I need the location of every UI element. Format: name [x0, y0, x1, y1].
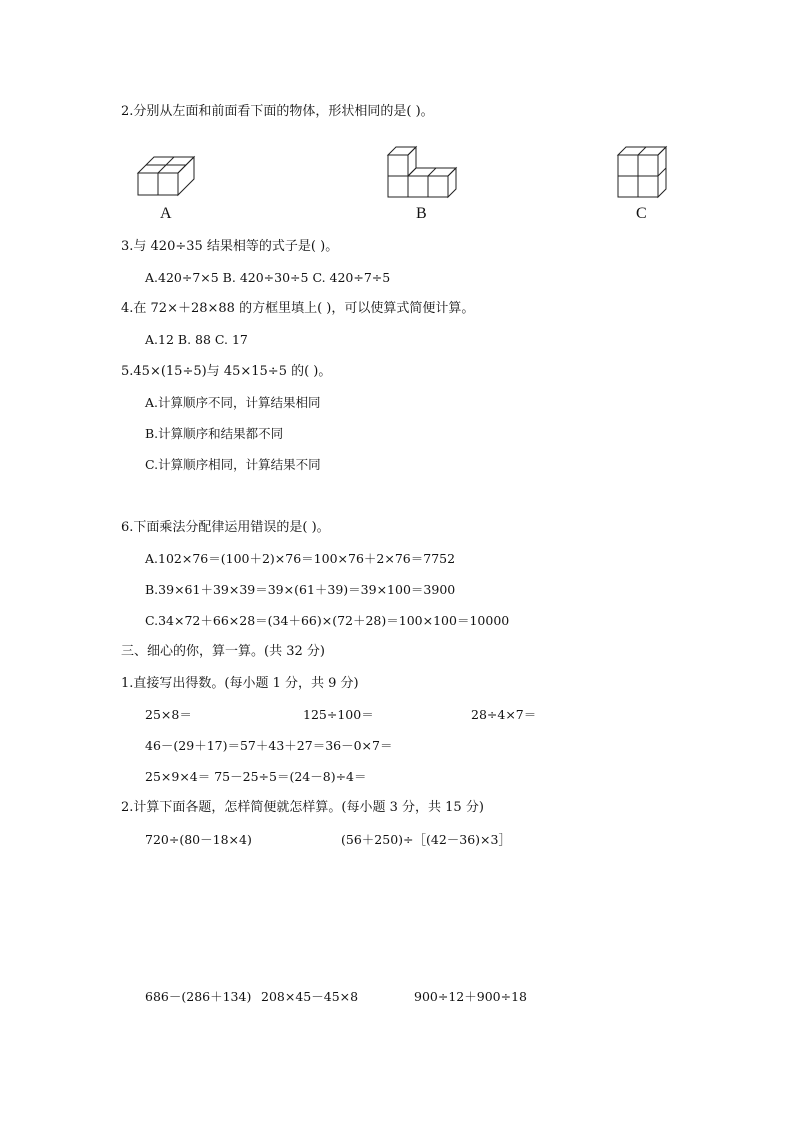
q5-option-b: B.计算顺序和结果都不同	[145, 426, 284, 441]
s3-p1-row3: 25×9×4＝ 75－25÷5＝(24－8)÷4＝	[145, 769, 367, 784]
q5-option-a: A.计算顺序不同，计算结果相同	[145, 395, 321, 410]
figure-c	[616, 145, 668, 199]
q5-stem: 5.45×(15÷5)与 45×15÷5 的( )。	[121, 364, 332, 379]
figure-b	[386, 145, 460, 199]
q3-options: A.420÷7×5 B. 420÷30÷5 C. 420÷7÷5	[145, 270, 391, 285]
s3-p2-stem: 2.计算下面各题，怎样简便就怎样算。(每小题 3 分，共 15 分)	[121, 800, 484, 815]
s3-p2-r2-c2: 208×45－45×8	[261, 989, 359, 1004]
q4-options: A.12 B. 88 C. 17	[145, 332, 248, 347]
s3-p2-r2-c3: 900÷12＋900÷18	[414, 989, 527, 1004]
section-3-title: 三、细心的你，算一算。(共 32 分)	[121, 644, 325, 659]
q6-option-c: C.34×72＋66×28＝(34＋66)×(72＋28)＝100×100＝10000	[145, 613, 510, 628]
q4-stem: 4.在 72×＋28×88 的方框里填上( )，可以使算式简便计算。	[121, 301, 475, 316]
q5-option-c: C.计算顺序相同，计算结果不同	[145, 457, 321, 472]
s3-p1-r1-c2: 125÷100＝	[303, 707, 374, 722]
figure-b-label: B	[416, 205, 427, 222]
s3-p2-r1-c2: (56＋250)÷［(42－36)×3］	[341, 832, 511, 847]
s3-p1-row2: 46－(29＋17)＝57＋43＋27＝36－0×7＝	[145, 738, 393, 753]
q6-stem: 6.下面乘法分配律运用错误的是( )。	[121, 520, 330, 535]
s3-p1-r1-c3: 28÷4×7＝	[471, 707, 537, 722]
q6-option-a: A.102×76＝(100＋2)×76＝100×76＋2×76＝7752	[145, 551, 456, 566]
q3-stem: 3.与 420÷35 结果相等的式子是( )。	[121, 239, 339, 254]
figure-c-label: C	[636, 205, 647, 222]
figure-a-label: A	[160, 205, 172, 222]
s3-p1-r1-c1: 25×8＝	[145, 707, 192, 722]
q2-stem: 2.分别从左面和前面看下面的物体，形状相同的是( )。	[121, 104, 434, 119]
s3-p1-stem: 1.直接写出得数。(每小题 1 分，共 9 分)	[121, 676, 359, 691]
s3-p2-r2-c1: 686－(286＋134)	[145, 989, 252, 1004]
figure-a	[136, 153, 196, 197]
s3-p2-r1-c1: 720÷(80－18×4)	[145, 832, 252, 847]
q6-option-b: B.39×61＋39×39＝39×(61＋39)＝39×100＝3900	[145, 582, 456, 597]
